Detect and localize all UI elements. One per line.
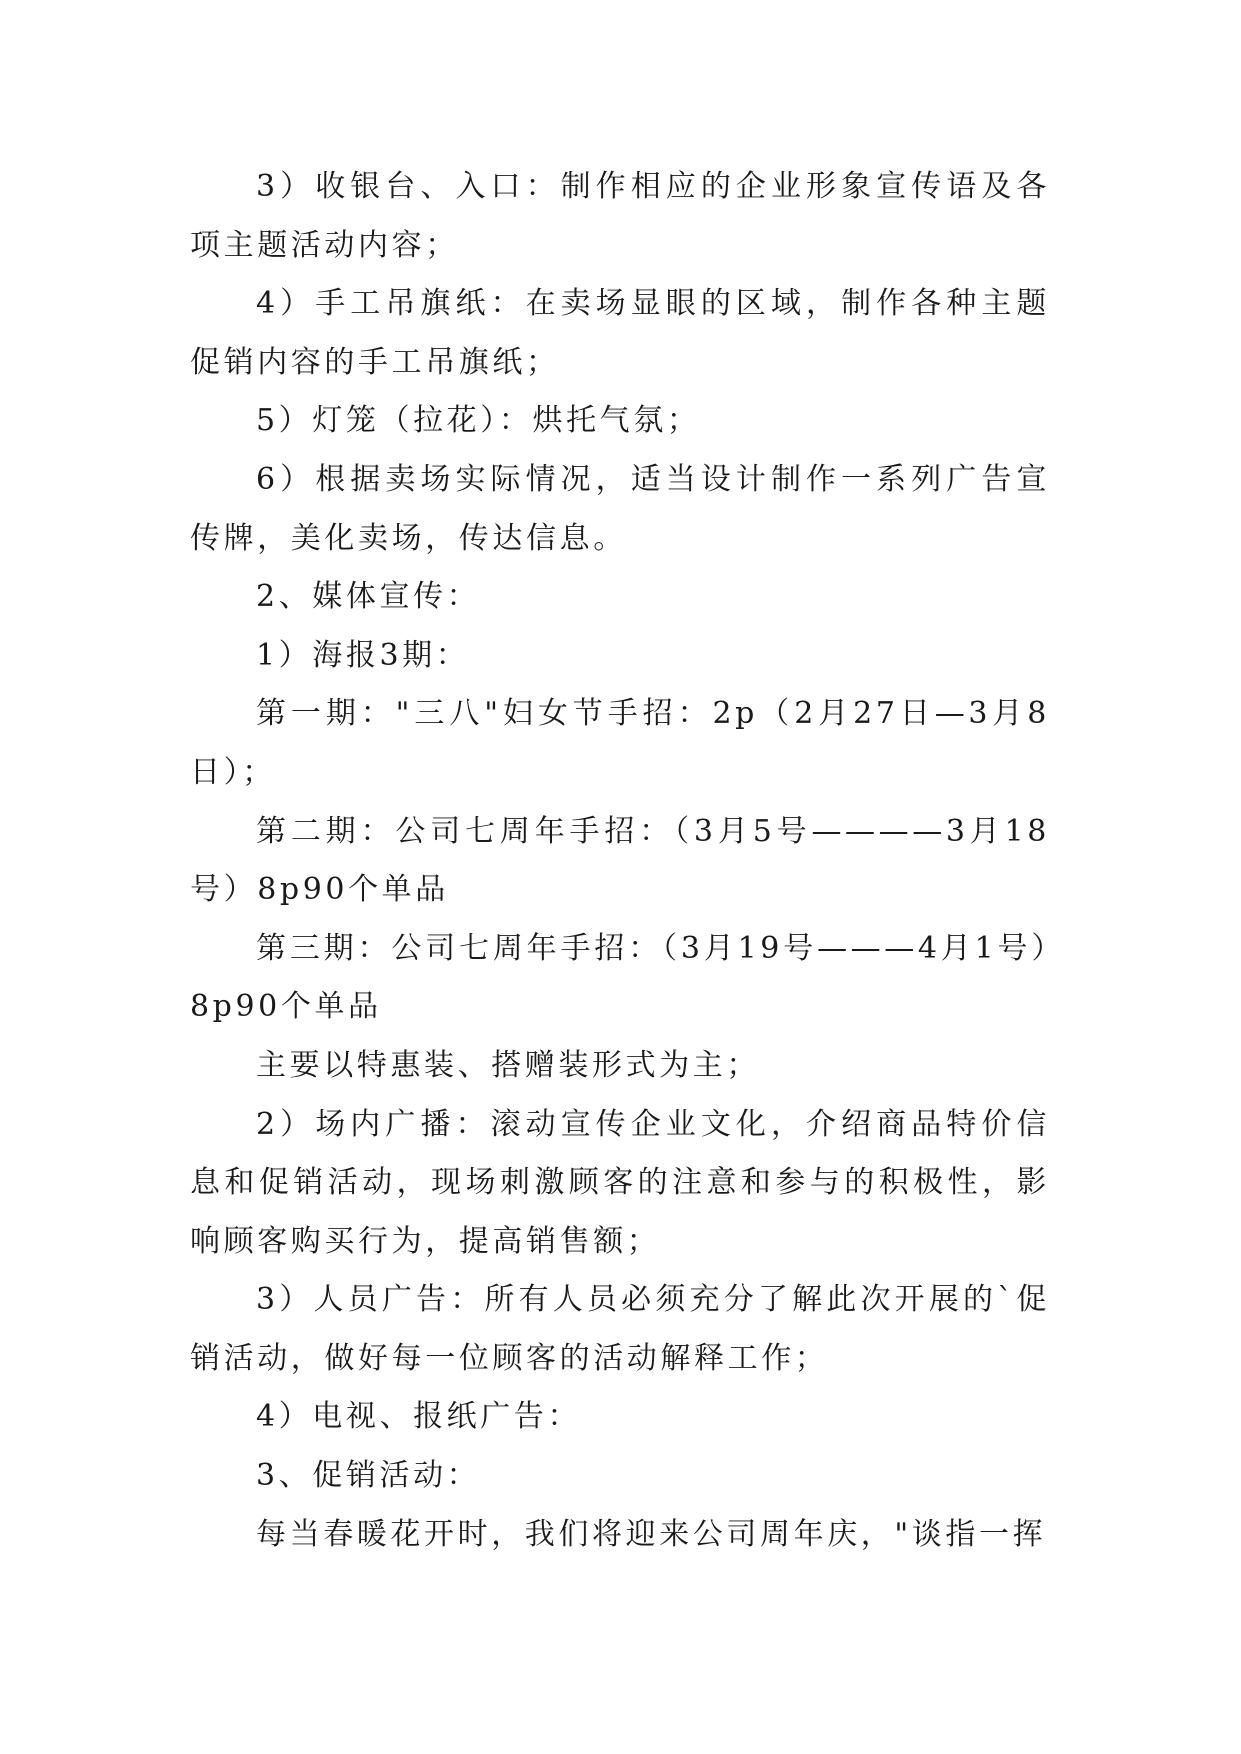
paragraph-poster-issue-3: 第三期：公司七周年手招：（3月19号———4月1号）8p90个单品 (190, 930, 1050, 1025)
heading-promotion-activities: 3、促销活动： (256, 1458, 481, 1494)
paragraph-lanterns: 5）灯笼（拉花）：烘托气氛； (256, 403, 701, 439)
paragraph-staff-advertising: 3）人员广告：所有人员必须充分了解此次开展的`促销活动，做好每一位顾客的活动解释工作； (190, 1282, 1050, 1376)
paragraph-poster-issue-2: 第二期：公司七周年手招：（3月5号————3月18号）8p90个单品 (190, 813, 1050, 908)
paragraph-cashier-entrance: 3）收银台、入口：制作相应的企业形象宣传语及各项主题活动内容； (190, 169, 1050, 263)
paragraph-anniversary: 每当春暖花开时，我们将迎来公司周年庆，"谈指一挥 (256, 1516, 1047, 1552)
paragraph-poster-issue-1: 第一期："三八"妇女节手招：2p（2月27日—3月8日）； (190, 696, 1050, 790)
paragraph-hanging-flags: 4）手工吊旗纸：在卖场显眼的区域，制作各种主题促销内容的手工吊旗纸； (190, 286, 1050, 380)
paragraph-poster-format: 主要以特惠装、搭赠装形式为主； (256, 1047, 760, 1083)
paragraph-ad-boards: 6）根据卖场实际情况，适当设计制作一系列广告宣传牌，美化卖场，传达信息。 (190, 461, 1050, 556)
document-body (190, 158, 1050, 1564)
paragraph-tv-newspaper: 4）电视、报纸广告： (256, 1399, 582, 1435)
paragraph-in-store-broadcast: 2）场内广播：滚动宣传企业文化，介绍商品特价信息和促销活动，现场刺激顾客的注意和参与的积极性，影响顾客购买行为，提高销售额； (190, 1106, 1050, 1259)
paragraph-posters: 1）海报3期： (256, 637, 470, 673)
heading-media-promotion: 2、媒体宣传： (256, 579, 481, 615)
